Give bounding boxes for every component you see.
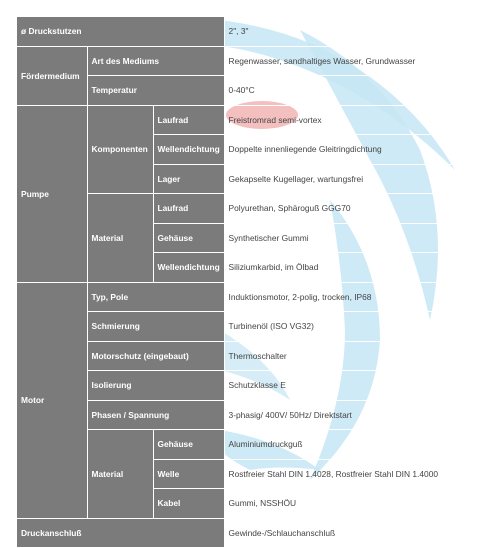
phasen-label: Phasen / Spannung: [87, 400, 224, 430]
lager-label: Lager: [153, 164, 224, 194]
temperatur-value: 0-40°C: [224, 76, 471, 106]
druckstutzen-label: ø Druckstutzen: [17, 17, 224, 46]
welle-value: Rostfreier Stahl DIN 1.4028, Rostfreier Stahl DIN 1.4000: [224, 459, 471, 489]
wellendichtung-label: Wellendichtung: [153, 135, 224, 165]
komponenten-label: Komponenten: [87, 105, 153, 194]
material-wellendichtung-value: Siliziumkarbid, im Ölbad: [224, 253, 471, 283]
motor-label: Motor: [17, 282, 87, 518]
material-laufrad-label: Laufrad: [153, 194, 224, 224]
material-wellendichtung-label: Wellendichtung: [153, 253, 224, 283]
table-row: [17, 46, 471, 76]
druckanschluss-value: Gewinde-/Schlauchanschluß: [224, 518, 471, 548]
isolierung-label: Isolierung: [87, 371, 224, 401]
druckstutzen-value: 2", 3": [224, 17, 471, 46]
spec-table: [17, 17, 471, 548]
schmierung-label: Schmierung: [87, 312, 224, 342]
table-row: [17, 105, 471, 135]
wellendichtung-value: Doppelte innenliegende Gleitringdichtung: [224, 135, 471, 165]
motorschutz-label: Motorschutz (eingebaut): [87, 341, 224, 371]
welle-label: Welle: [153, 459, 224, 489]
phasen-value: 3-phasig/ 400V/ 50Hz/ Direktstart: [224, 400, 471, 430]
motor-material-label: Material: [87, 430, 153, 519]
pumpe-label: Pumpe: [17, 105, 87, 282]
motor-gehaeuse-label: Gehäuse: [153, 430, 224, 460]
isolierung-value: Schutzklasse E: [224, 371, 471, 401]
material-gehaeuse-value: Synthetischer Gummi: [224, 223, 471, 253]
typ-value: Induktionsmotor, 2-polig, trocken, IP68: [224, 282, 471, 312]
table-row: [17, 282, 471, 312]
material-gehaeuse-label: Gehäuse: [153, 223, 224, 253]
schmierung-value: Turbinenöl (ISO VG32): [224, 312, 471, 342]
kabel-value: Gummi, NSSHÖU: [224, 489, 471, 519]
art-label: Art des Mediums: [87, 46, 224, 76]
lager-value: Gekapselte Kugellager, wartungsfrei: [224, 164, 471, 194]
laufrad-label: Laufrad: [153, 105, 224, 135]
motorschutz-value: Thermoschalter: [224, 341, 471, 371]
laufrad-value: Freistromrad semi-vortex: [224, 105, 471, 135]
art-value: Regenwasser, sandhaltiges Wasser, Grundwasser: [224, 46, 471, 76]
foerdermedium-label: Fördermedium: [17, 46, 87, 105]
kabel-label: Kabel: [153, 489, 224, 519]
material-laufrad-value: Polyurethan, Sphäroguß GGG70: [224, 194, 471, 224]
motor-gehaeuse-value: Aluminiumdruckguß: [224, 430, 471, 460]
typ-label: Typ, Pole: [87, 282, 224, 312]
table-row: [17, 17, 471, 46]
druckanschluss-label: Druckanschluß: [17, 518, 224, 548]
table-row: [17, 518, 471, 548]
temperatur-label: Temperatur: [87, 76, 224, 106]
pumpe-material-label: Material: [87, 194, 153, 283]
